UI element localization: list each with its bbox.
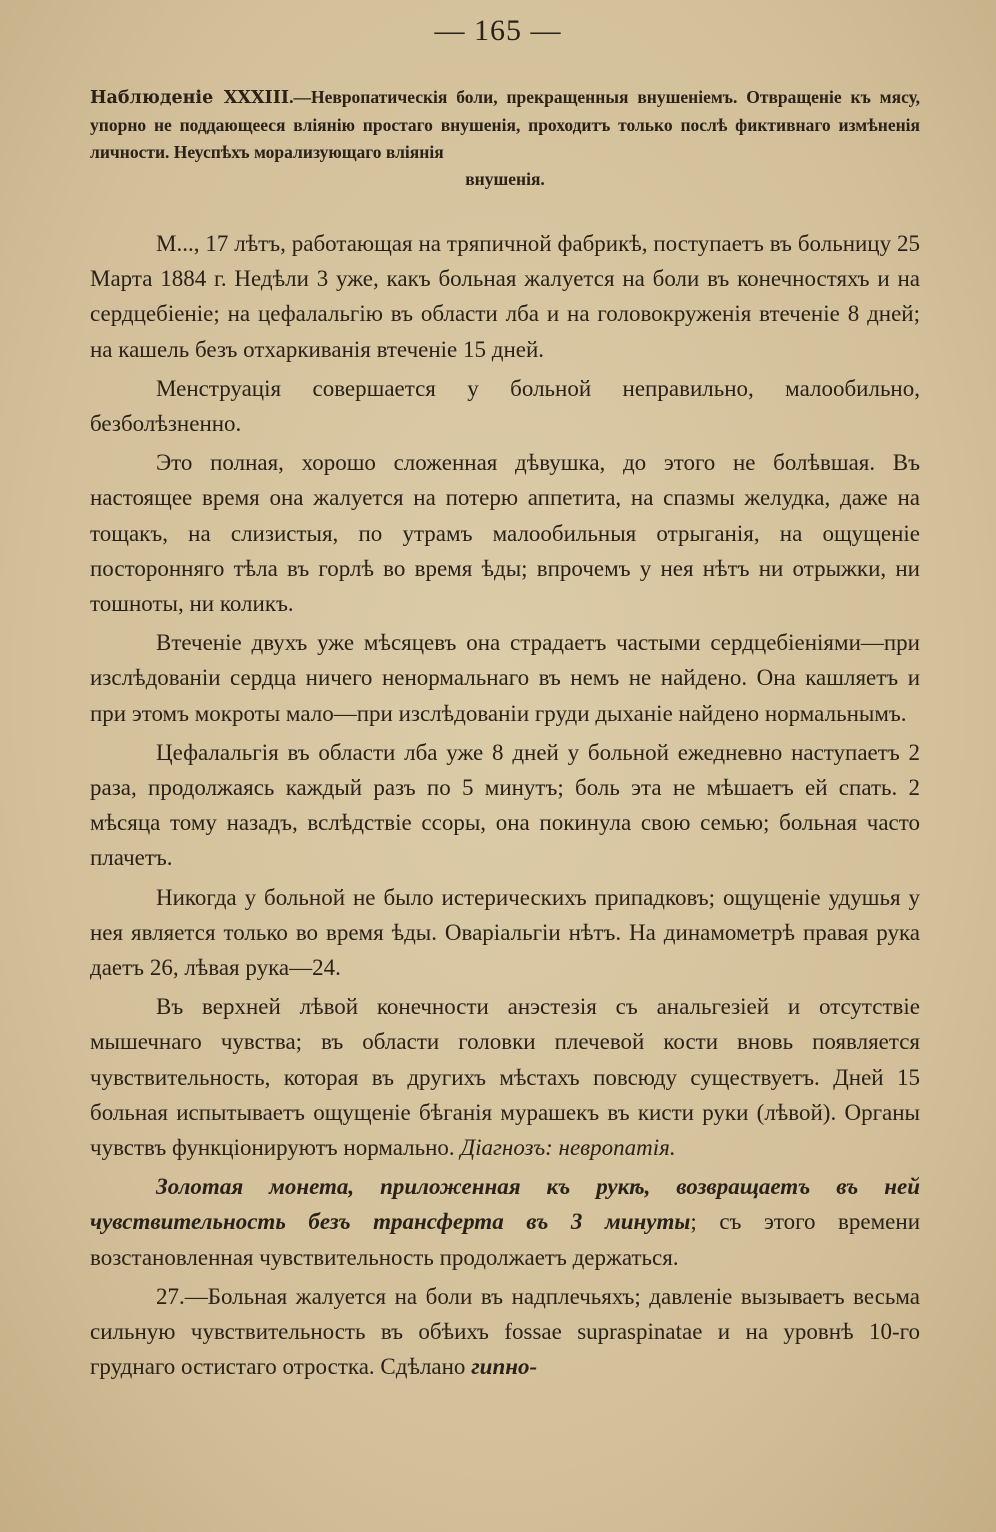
paragraph-1: М..., 17 лѣтъ, работающая на тряпичной фабрикѣ, поступаетъ въ больницу 25 Марта 1884 г. Недѣли 3 уже, какъ больная жалуется на боли въ конечностяхъ и на сердцебіеніе; на цефалальгію въ области лба и на головокруженія втеченіе 8 дней; на кашель безъ отхаркиванія втеченіе 15 дней. bbox=[90, 231, 920, 362]
observation-summary-end: внушенія. bbox=[465, 169, 545, 189]
paragraph-9-italic-end: гипно- bbox=[471, 1354, 538, 1380]
diagnosis: Діагнозъ: невропатія. bbox=[460, 1135, 676, 1161]
paragraph-5: Цефалальгія въ области лба уже 8 дней у больной ежедневно наступаетъ 2 раза, продолжаясь каждый разъ по 5 минутъ; боль эта не мѣшаетъ ей спать. 2 мѣсяца тому назадъ, вслѣдствіе ссоры, она покинула свою семью; больная часто плачетъ. bbox=[90, 739, 920, 871]
gold-coin-emphasis: Золотая монета, приложенная къ рукѣ, возвращаетъ въ ней чувствительность безъ трансферта въ 3 минуты bbox=[90, 1174, 920, 1235]
paragraph-3: Это полная, хорошо сложенная дѣвушка, до этого не болѣвшая. Въ настоящее время она жалуется на потерю аппетита, на спазмы желудка, даже на тощакъ, на слизистыя, по утрамъ малообильныя отрыганія, на ощущеніе посторонняго тѣла въ горлѣ во время ѣды; впрочемъ у нея нѣтъ ни отрыжки, ни тошноты, ни коликъ. bbox=[90, 450, 920, 617]
paragraph-9-text: 27.—Больная жалуется на боли въ надплечьяхъ; давленіе вызываетъ весьма сильную чувствительность въ обѣихъ fossae supraspinatae и на уровнѣ 10-го груднаго остистаго отростка. Сдѣлано bbox=[90, 1283, 920, 1380]
body-text bbox=[90, 226, 920, 1389]
page-number: — 165 — bbox=[434, 14, 562, 47]
paragraph-7-text: Въ верхней лѣвой конечности анэстезія съ анальгезіей и отсутствіе мышечнаго чувства; въ области головки плечевой кости вновь появляется чувствительность, которая въ другихъ мѣстахъ повсюду существуетъ. Дней 15 больная испытываетъ ощущеніе бѣганія мурашекъ въ кисти руки (лѣвой). Органы чувствъ функціонируютъ нормально. bbox=[90, 994, 920, 1161]
paragraph-8-rest: ; съ этого времени возстановленная чувствительность продолжаетъ держаться. bbox=[90, 1209, 921, 1270]
paragraph-9 bbox=[90, 1279, 920, 1385]
paragraph-6: Никогда у больной не было истерическихъ припадковъ; ощущеніе удушья у нея является только во время ѣды. Оваріальгіи нѣтъ. На динамометрѣ правая рука даетъ 26, лѣвая рука—24. bbox=[90, 884, 920, 981]
paragraph-2: Менструація совершается у больной неправильно, малообильно, безболѣзненно. bbox=[90, 375, 920, 437]
observation-label: Наблюденіе XXXIII bbox=[90, 88, 290, 108]
observation-summary: .—Невропатическія боли, прекращенныя внушеніемъ. Отвращеніе къ мясу, упорно не поддающееся вліянію простаго внушенія, проходитъ только послѣ фиктивнаго измѣненія личности. Неуспѣхъ морализующаго вліянія bbox=[90, 87, 920, 162]
paragraph-4: Втеченіе двухъ уже мѣсяцевъ она страдаетъ частыми сердцебіеніями—при изслѣдованіи сердца ничего ненормальнаго въ немъ не найдено. Она кашляетъ и при этомъ мокроты мало—при изслѣдованіи груди дыханіе найдено нормальнымъ. bbox=[90, 630, 920, 726]
paragraph-8 bbox=[90, 1169, 920, 1275]
paragraph-7 bbox=[90, 989, 920, 1165]
observation-heading bbox=[90, 84, 920, 193]
